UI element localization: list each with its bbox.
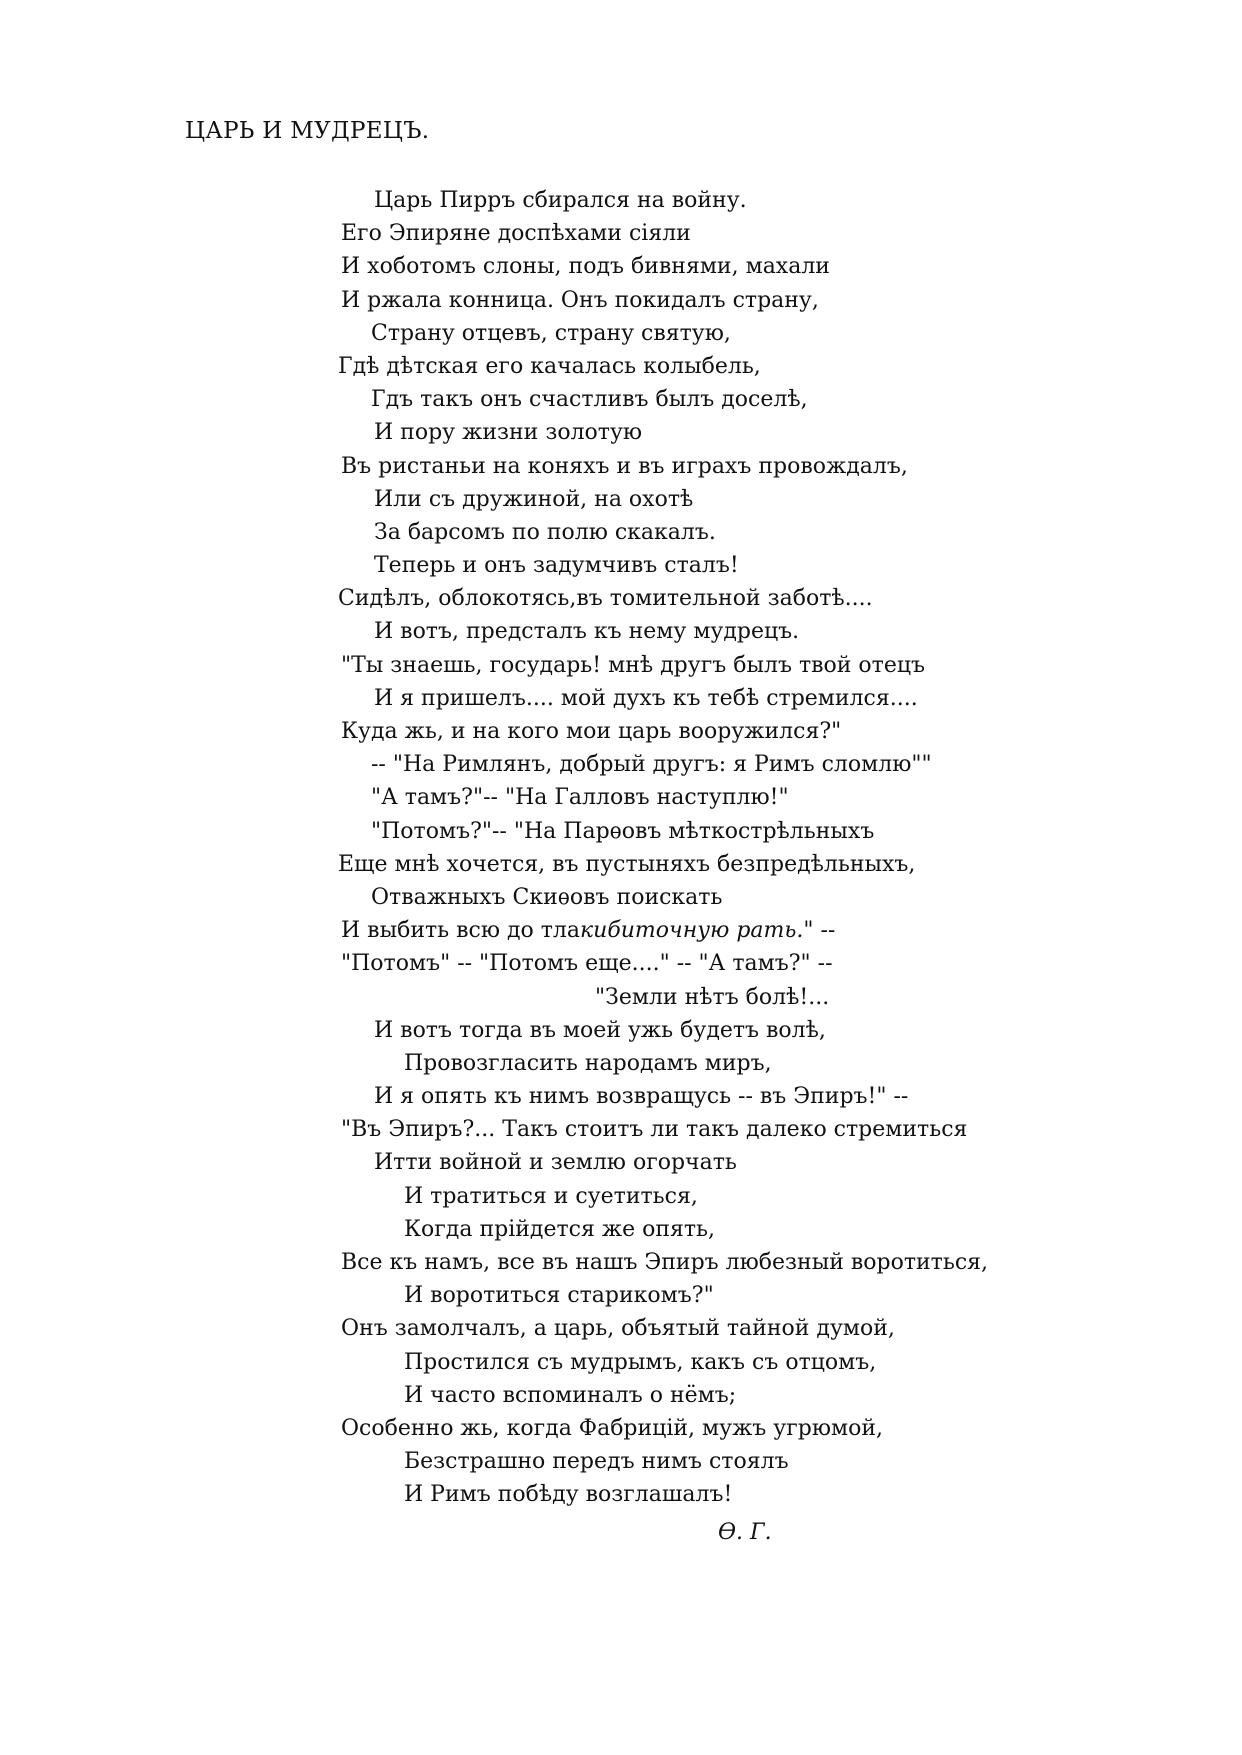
poem-line: И пору жизни золотую	[374, 420, 643, 446]
poem-line: И я опять къ нимъ возвращусь -- въ Эпиръ!" --	[374, 1084, 909, 1110]
poem-line: И вотъ тогда въ моей ужь будетъ волѣ,	[374, 1017, 826, 1043]
poem-line: Теперь и онъ задумчивъ сталъ!	[374, 553, 739, 579]
poem-line: Онъ замолчалъ, а царь, объятый тайной думой,	[341, 1316, 895, 1342]
poem-line: И тратиться и суетиться,	[404, 1183, 698, 1209]
poem-line: Еще мнѣ хочется, въ пустыняхъ безпредѣльныхъ,	[338, 851, 916, 877]
poem-line: Его Эпиряне доспѣхами сіяли	[341, 221, 691, 247]
poem-line: И хоботомъ слоны, подъ бивнями, махали	[341, 254, 830, 280]
poem-line: Въ ристаньи на коняхъ и въ играхъ провождалъ,	[341, 453, 908, 479]
poem-line: И Римъ побѣду возглашалъ!	[404, 1482, 733, 1508]
poem-body	[0, 184, 1242, 1512]
italic-phrase: кибиточную рать." --	[580, 918, 836, 944]
poem-line: "Потомъ" -- "Потомъ еще...." -- "А тамъ?" --	[341, 951, 833, 977]
poem-line: Итти войной и землю огорчать	[374, 1150, 737, 1176]
poem-title: ЦАРЬ И МУДРЕЦЪ.	[185, 118, 430, 144]
poem-line: Провозгласить народамъ миръ,	[404, 1050, 772, 1076]
poem-line: И вотъ, предсталъ къ нему мудрецъ.	[374, 619, 800, 645]
poem-line: Куда жь, и на кого мои царь вооружился?"	[341, 719, 842, 744]
poem-line: Когда прійдется же опять,	[404, 1216, 716, 1242]
poem-line: Царь Пирръ сбирался на войну.	[374, 188, 747, 213]
poem-line: "Потомъ?"-- "На Парѳовъ мѣткострѣльныхъ	[371, 818, 875, 844]
poem-line: И я пришелъ.... мой духъ къ тебѣ стремился....	[374, 685, 918, 711]
poem-line: И часто вспоминалъ о нёмъ;	[404, 1382, 737, 1408]
poem-line: Или съ дружиной, на охотѣ	[374, 486, 694, 512]
poem-line: Отважныхъ Скиѳовъ поискать	[371, 884, 723, 910]
poem-line: Особенно жь, когда Фабрицій, мужъ угрюмой,	[341, 1415, 884, 1441]
poem-line: "Земли нѣтъ болѣ!...	[595, 984, 830, 1010]
poem-line: Все къ намъ, все въ нашъ Эпиръ любезный воротиться,	[341, 1250, 989, 1275]
poem-line: Безстрашно передъ нимъ стоялъ	[404, 1449, 789, 1475]
poem-line: И выбить всю до тлакибиточную рать." --	[0, 914, 1242, 947]
poem-line: "Ты знаешь, государь! мнѣ другъ былъ твой отецъ	[341, 652, 925, 678]
poem-line: Простился съ мудрымъ, какъ съ отцомъ,	[404, 1349, 877, 1375]
poem-line: Страну отцевъ, страну святую,	[371, 320, 731, 346]
poem-line: "Въ Эпиръ?... Такъ стоитъ ли такъ далеко стремиться	[341, 1117, 968, 1143]
poem-line: Сидѣлъ, облокотясь,въ томительной заботѣ....	[338, 586, 873, 612]
poem-line: За барсомъ по полю скакалъ.	[374, 519, 716, 545]
poem-line: Гдъ такъ онъ счастливъ былъ доселѣ,	[371, 387, 808, 413]
poem-line: -- "На Римлянъ, добрый другъ: я Римъ сломлю""	[371, 752, 932, 778]
poem-line: И воротиться старикомъ?"	[404, 1283, 714, 1309]
poem-line: Гдѣ дѣтская его качалась колыбель,	[338, 353, 761, 379]
author-signature: Ѳ. Г.	[718, 1520, 772, 1545]
poem-line: И ржала конница. Онъ покидалъ страну,	[341, 287, 819, 313]
poem-line: "А тамъ?"-- "На Галловъ наступлю!"	[371, 785, 789, 811]
